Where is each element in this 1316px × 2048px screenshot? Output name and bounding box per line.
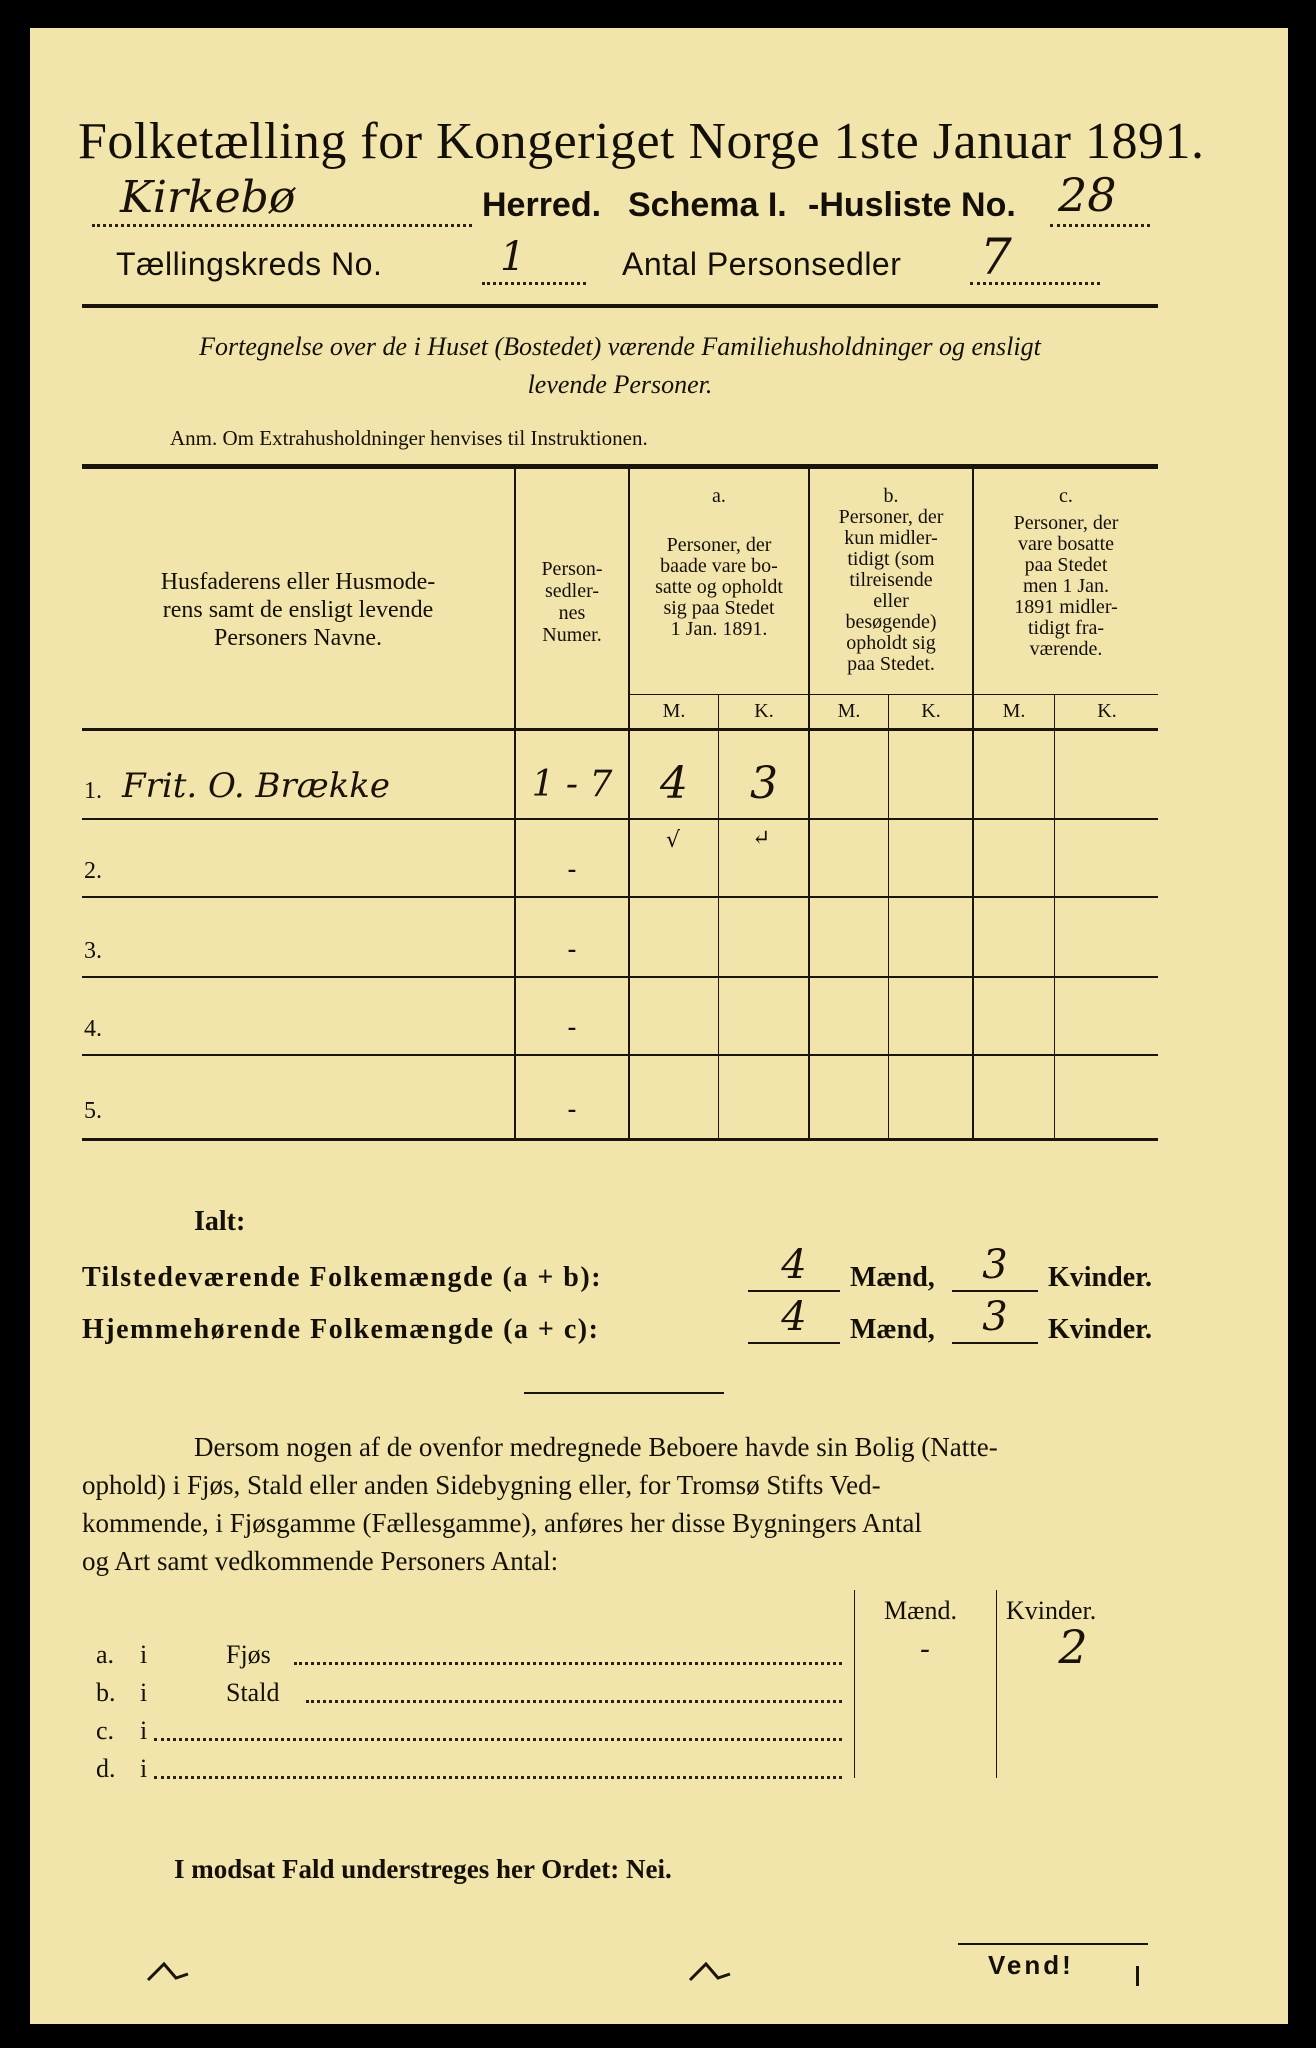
hjemme-females-rule [952, 1342, 1038, 1344]
col-c-l7: værende. [1029, 638, 1103, 660]
section-divider [524, 1392, 724, 1394]
intro-note: Anm. Om Extrahusholdninger henvises til Instruktionen. [170, 426, 648, 450]
hjemme-males-rule [748, 1342, 840, 1344]
tilstede-females-rule [952, 1290, 1038, 1292]
col-c-l1: Personer, der [1013, 512, 1119, 534]
intro-line1: Fortegnelse over de i Huset (Bostedet) værende Familiehusholdninger og ensligt [199, 332, 1041, 361]
col-c-l6: tidigt fra- [1027, 617, 1105, 639]
tilstede-males: 4 [781, 1242, 807, 1288]
a-m-head: M. [662, 700, 686, 722]
col-c-header [974, 486, 1158, 660]
bolig-row-letter: b. [96, 1678, 116, 1707]
bolig-vrule-2 [996, 1590, 997, 1778]
row-rule-3 [82, 976, 1158, 978]
tilstede-males-rule [748, 1290, 840, 1292]
col-b-l8: paa Stedet. [847, 653, 935, 675]
bolig-line4: og Art samt vedkommende Personers Antal: [82, 1546, 559, 1576]
b-k-head: K. [921, 700, 941, 722]
hjemme-females: 3 [982, 1294, 1008, 1340]
c-m-head: M. [1002, 700, 1026, 722]
col-a-header [630, 486, 808, 640]
bolig-row-letter: a. [96, 1640, 115, 1669]
check-mark-icon: ↵ [752, 826, 771, 851]
kvinder-label: Kvinder. [1048, 1262, 1152, 1293]
form-title: Folketælling for Kongeriget Norge 1ste Januar 1891. [78, 113, 1205, 170]
header-rule [82, 304, 1158, 308]
maend-label: Mænd, [850, 1262, 935, 1293]
col-num-l1: Person- [541, 558, 603, 580]
vrule-b-mk [888, 694, 889, 1139]
herred-label: Herred. [482, 186, 602, 224]
ialt-label: Ialt: [194, 1206, 246, 1237]
bolig-line3: kommende, i Fjøsgamme (Fællesgamme), anføres her disse Bygningers Antal [82, 1508, 922, 1538]
husliste-value: 28 [1058, 168, 1117, 222]
tilstede-label: Tilstedeværende Folkemængde (a + b): [82, 1262, 603, 1293]
col-b-header [810, 486, 972, 675]
a-females: 3 [750, 758, 778, 809]
col-num-l3: nes [558, 602, 586, 624]
bolig-row-dots [154, 1776, 842, 1779]
col-name-l1: Husfaderens eller Husmode- [160, 569, 436, 595]
col-b-l6: besøgende) [845, 611, 937, 633]
col-b-l5: eller [873, 590, 909, 612]
col-a-l3: satte og opholdt [655, 576, 783, 598]
col-c-l5: 1891 midler- [1014, 596, 1118, 618]
vrule-a-mk [718, 694, 719, 1139]
col-num-l4: Numer. [542, 624, 602, 646]
check-mark-icon: √ [666, 828, 681, 853]
bolig-row-females: 2 [1058, 1620, 1088, 1674]
col-b-l7: opholdt sig [846, 632, 936, 654]
tilstede-females: 3 [982, 1242, 1008, 1288]
col-c-l2: vare bosatte [1017, 533, 1115, 555]
col-name-l2: rens samt de ensligt levende [162, 597, 434, 623]
table-bottom-rule [82, 1138, 1158, 1141]
printer-mark-icon [146, 1960, 190, 1984]
kreds-dotline [482, 282, 586, 285]
row-rule-1 [82, 818, 1158, 820]
c-k-head: K. [1097, 700, 1117, 722]
antal-label: Antal Personsedler [622, 246, 902, 282]
personseddel-numbers: - [567, 1094, 577, 1123]
row-number: 4. [84, 1016, 102, 1042]
col-a-l4: sig paa Stedet [663, 597, 775, 619]
row-rule-4 [82, 1054, 1158, 1056]
schema-label: Schema I. [628, 186, 787, 224]
vend-rule [958, 1943, 1148, 1945]
col-c-l4: men 1 Jan. [1022, 575, 1110, 597]
kreds-value: 1 [500, 234, 526, 280]
bolig-row-i: i [140, 1640, 148, 1669]
husliste-label: -Husliste No. [808, 186, 1016, 224]
census-sheet [30, 28, 1288, 2024]
bolig-row-dots [154, 1738, 842, 1741]
col-name-l3: Personers Navne. [214, 625, 382, 651]
col-num-l2: sedler- [544, 580, 599, 602]
kvinder-label: Kvinder. [1048, 1314, 1152, 1345]
maend-label: Mænd, [850, 1314, 935, 1345]
row-rule-2 [82, 896, 1158, 898]
col-num-header [516, 558, 628, 646]
antal-value: 7 [980, 228, 1012, 286]
bolig-row-dots [306, 1700, 842, 1703]
hjemme-label: Hjemmehørende Folkemængde (a + c): [82, 1314, 600, 1345]
row-number: 3. [84, 938, 102, 964]
col-a-l1: Personer, der [666, 534, 772, 556]
col-c-l3: paa Stedet [1024, 554, 1108, 576]
bolig-vrule-1 [854, 1590, 855, 1778]
table-head-rule [82, 728, 1158, 731]
antal-dotline [970, 282, 1100, 285]
household-name: Frit. O. Brække [122, 766, 391, 806]
col-b-l3: tidigt (som [847, 548, 935, 570]
personseddel-numbers: - [567, 854, 577, 883]
husliste-dotline [1050, 224, 1150, 227]
bolig-row-label: Fjøs [226, 1640, 271, 1669]
bolig-maend-head: Mænd. [884, 1596, 957, 1625]
col-c-letter: c. [1059, 485, 1073, 507]
mk-rule [630, 694, 1158, 695]
col-b-l2: kun midler- [844, 527, 938, 549]
bolig-kvinder-head: Kvinder. [1006, 1596, 1097, 1625]
col-b-l1: Personer, der [838, 506, 944, 528]
kreds-label: Tællingskreds No. [116, 246, 383, 282]
bolig-line1: Dersom nogen af de ovenfor medregnede Beboere havde sin Bolig (Natte- [194, 1432, 998, 1462]
bolig-row-letter: c. [96, 1716, 115, 1745]
vend-label: Vend! [988, 1950, 1074, 1980]
personseddel-numbers: 1 - 7 [531, 764, 613, 805]
table-top-rule [82, 464, 1158, 469]
bolig-row-i: i [140, 1754, 148, 1783]
personseddel-numbers: - [567, 934, 577, 963]
herred-value: Kirkebø [120, 172, 296, 223]
vrule-c-mk [1054, 694, 1055, 1139]
hjemme-males: 4 [781, 1294, 807, 1340]
intro-line2: levende Personer. [527, 370, 713, 399]
row-number: 5. [84, 1098, 102, 1124]
col-name-header [82, 568, 514, 652]
bolig-row-i: i [140, 1678, 148, 1707]
col-b-letter: b. [883, 485, 899, 507]
a-k-head: K. [754, 700, 774, 722]
col-a-l5: 1 Jan. 1891. [670, 618, 768, 640]
col-a-l2: baade vare bo- [660, 555, 778, 577]
row-number: 1. [84, 778, 102, 804]
b-m-head: M. [837, 700, 861, 722]
col-b-l4: tilreisende [849, 569, 933, 591]
printer-mark-icon [688, 1960, 732, 1984]
row-number: 2. [84, 858, 102, 884]
modsat-note: I modsat Fald understreges her Ordet: Nei. [174, 1854, 672, 1884]
col-a-letter: a. [712, 485, 726, 507]
bolig-row-label: Stald [226, 1678, 280, 1707]
bolig-line2: ophold) i Fjøs, Stald eller anden Sidebygning eller, for Tromsø Stifts Ved- [82, 1470, 881, 1500]
bolig-row-dots [294, 1662, 842, 1665]
personseddel-numbers: - [567, 1012, 577, 1041]
herred-dotline [92, 224, 472, 227]
bolig-row-i: i [140, 1716, 148, 1745]
edge-mark [1136, 1966, 1139, 1986]
a-males: 4 [660, 758, 688, 809]
bolig-row-letter: d. [96, 1754, 116, 1783]
bolig-row-males: - [919, 1632, 931, 1667]
